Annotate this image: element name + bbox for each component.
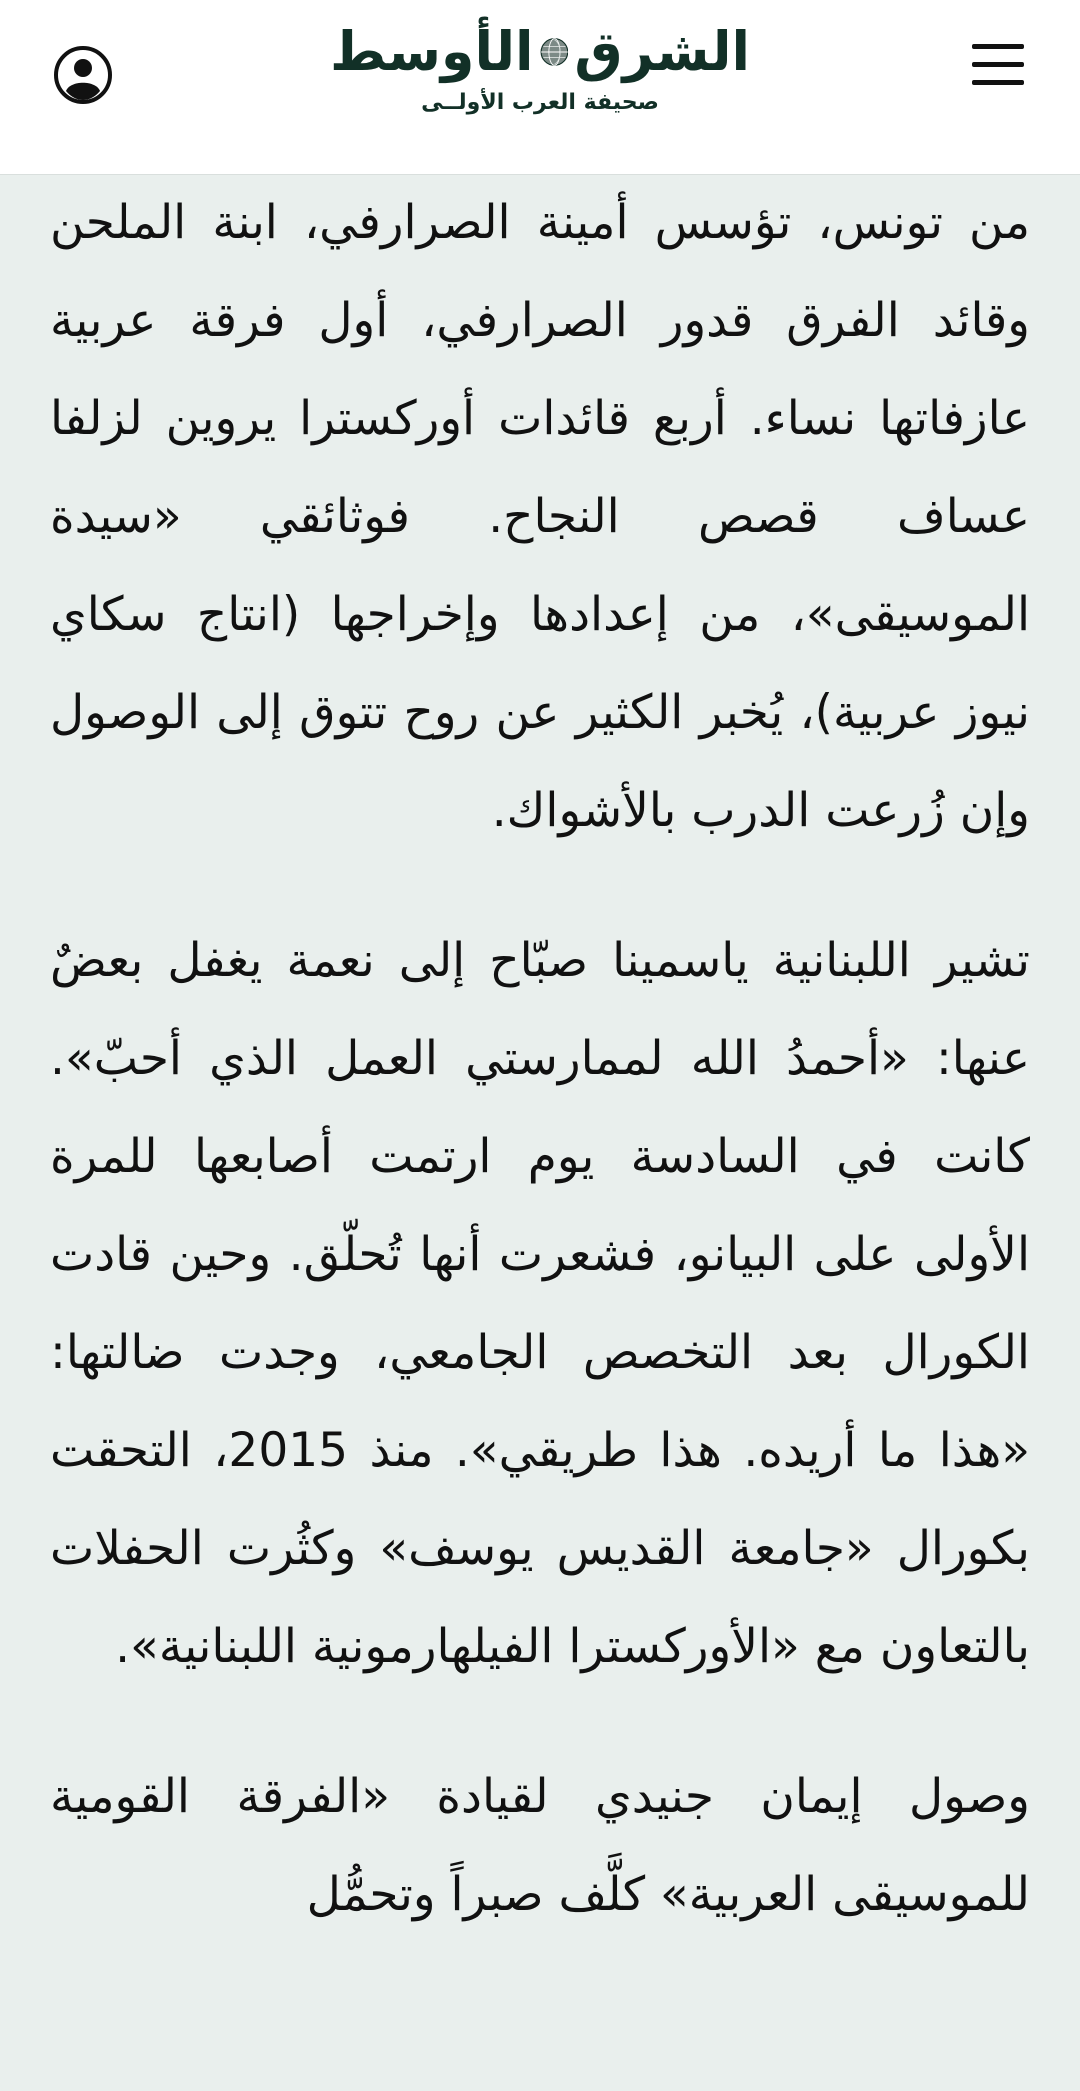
menu-bar [972,44,1024,49]
logo-wordmark [330,16,750,88]
site-logo[interactable] [330,16,750,126]
site-header [0,0,1080,175]
user-account-icon [52,44,114,106]
hamburger-menu-button[interactable] [968,38,1028,94]
article-body [50,174,1030,1944]
user-account-button[interactable] [52,44,114,106]
menu-bar [972,80,1024,85]
globe-icon [540,26,569,78]
article-paragraph: وصول إيمان جنيدي لقيادة «الفرقة القومية للموسيقى العربية» كلَّف صبراً وتحمُّل [50,1769,1030,1922]
article-paragraph: من تونس، تؤسس أمينة الصرارفي، ابنة الملحن وقائد الفرق قدور الصرارفي، أول فرقة عربية عازفاتها نساء. أربع قائدات أوركسترا يروين لزلفا عساف قصص النجاح. فوثائقي «سيدة الموسيقى»، من إعدادها وإخراجها (انتاج سكاي نيوز عربية)، يُخبر الكثير عن روح تتوق إلى الوصول وإن زُرعت الدرب بالأشواك. [50,195,1030,838]
article-paragraph: تشير اللبنانية ياسمينا صبّاح إلى نعمة يغفل بعضٌ عنها: «أحمدُ الله لممارستي العمل الذي أحبّ». كانت في السادسة يوم ارتمت أصابعها للمرة الأولى على البيانو، فشعرت أنها تُحلّق. وحين قادت الكورال بعد التخصص الجامعي، وجدت ضالتها: «هذا ما أريده. هذا طريقي». منذ 2015، التحقت بكورال «جامعة القديس يوسف» وكثُرت الحفلات بالتعاون مع «الأوركسترا الفيلهارمونية اللبنانية». [50,933,1030,1674]
menu-bar [972,62,1024,67]
logo-word-primary: الشرق [574,20,750,83]
logo-word-secondary: الأوسط [330,20,534,83]
logo-tagline: صحيفة العرب الأولــى [421,90,659,115]
